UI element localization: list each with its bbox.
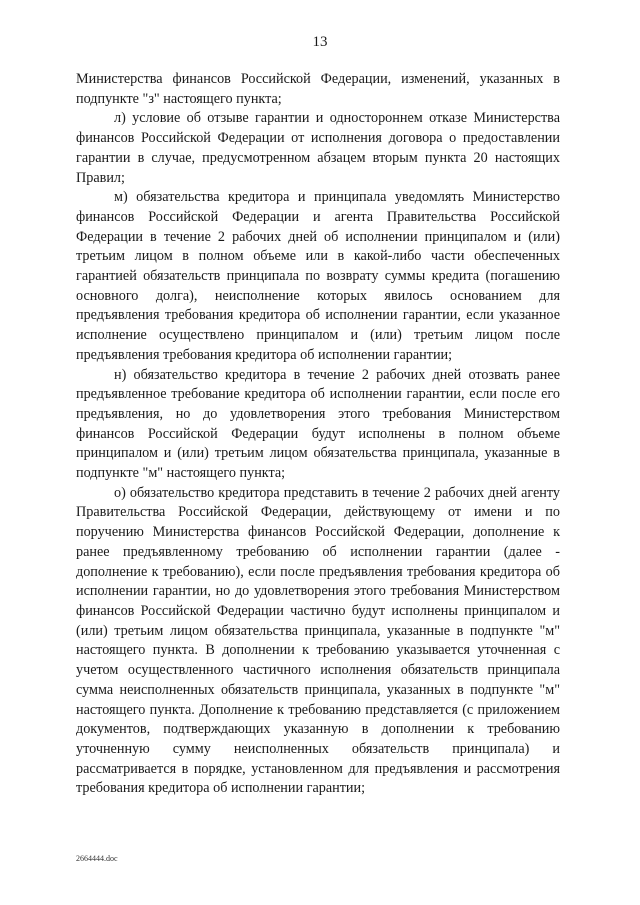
paragraph-n: н) обязательство кредитора в течение 2 рабочих дней отозвать ранее предъявленное требование кредитора об исполнении гарантии, если после его предъявления, но до удовлетворения этого требования Министерством финансов Российской Федерации будут исполнены в полном объеме принципалом и (или) третьим лицом обязательства принципала, указанные в подпункте "м" настоящего пункта; bbox=[76, 366, 560, 482]
file-reference: 2664444.doc bbox=[76, 854, 118, 863]
paragraph-o: о) обязательство кредитора представить в течение 2 рабочих дней агенту Правительства Российской Федерации, действующему от имени и по поручению Министерства финансов Российской Федерации, дополнение к ранее предъявленному требованию об исполнении гарантии (далее - дополнение к требованию), если после предъявления требования кредитора об исполнении гарантии, но до удовлетворения этого требования Министерством финансов Российской Федерации частично будут исполнены принципалом и (или) третьим лицом обязательства принципала, указанные в подпункте "м" настоящего пункта. В дополнении к требованию указывается уточненная с учетом осуществленного частичного исполнения обязательств принципала сумма неисполненных обязательств принципала, указанных в подпункте "м" настоящего пункта. Дополнение к требованию представляется (с приложением документов, подтверждающих указанную в дополнении к требованию уточненную сумму неисполненных обязательств принципала) и рассматривается в порядке, установленном для предъявления и рассмотрения требования кредитора об исполнении гарантии; bbox=[76, 484, 560, 797]
document-body bbox=[76, 70, 560, 799]
paragraph-continuation: Министерства финансов Российской Федерации, изменений, указанных в подпункте "з" настоящего пункта; bbox=[76, 71, 560, 107]
paragraph-m: м) обязательства кредитора и принципала уведомлять Министерство финансов Российской Федерации и агента Правительства Российской Федерации в течение 2 рабочих дней об исполнении принципалом и (или) третьим лицом в полном объеме или в какой-либо части обеспеченных гарантией обязательств принципала по возврату суммы кредита (погашению основного долга), неисполнение которых явилось основанием для предъявления требования кредитора об исполнении гарантии, если указанное исполнение осуществлено принципалом и (или) третьим лицом после предъявления требования кредитора об исполнении гарантии; bbox=[76, 189, 560, 363]
paragraph-l: л) условие об отзыве гарантии и одностороннем отказе Министерства финансов Российской Федерации от исполнения договора о предоставлении гарантии в случае, предусмотренном абзацем вторым пункта 20 настоящих Правил; bbox=[76, 110, 560, 186]
page-number: 13 bbox=[312, 34, 328, 50]
